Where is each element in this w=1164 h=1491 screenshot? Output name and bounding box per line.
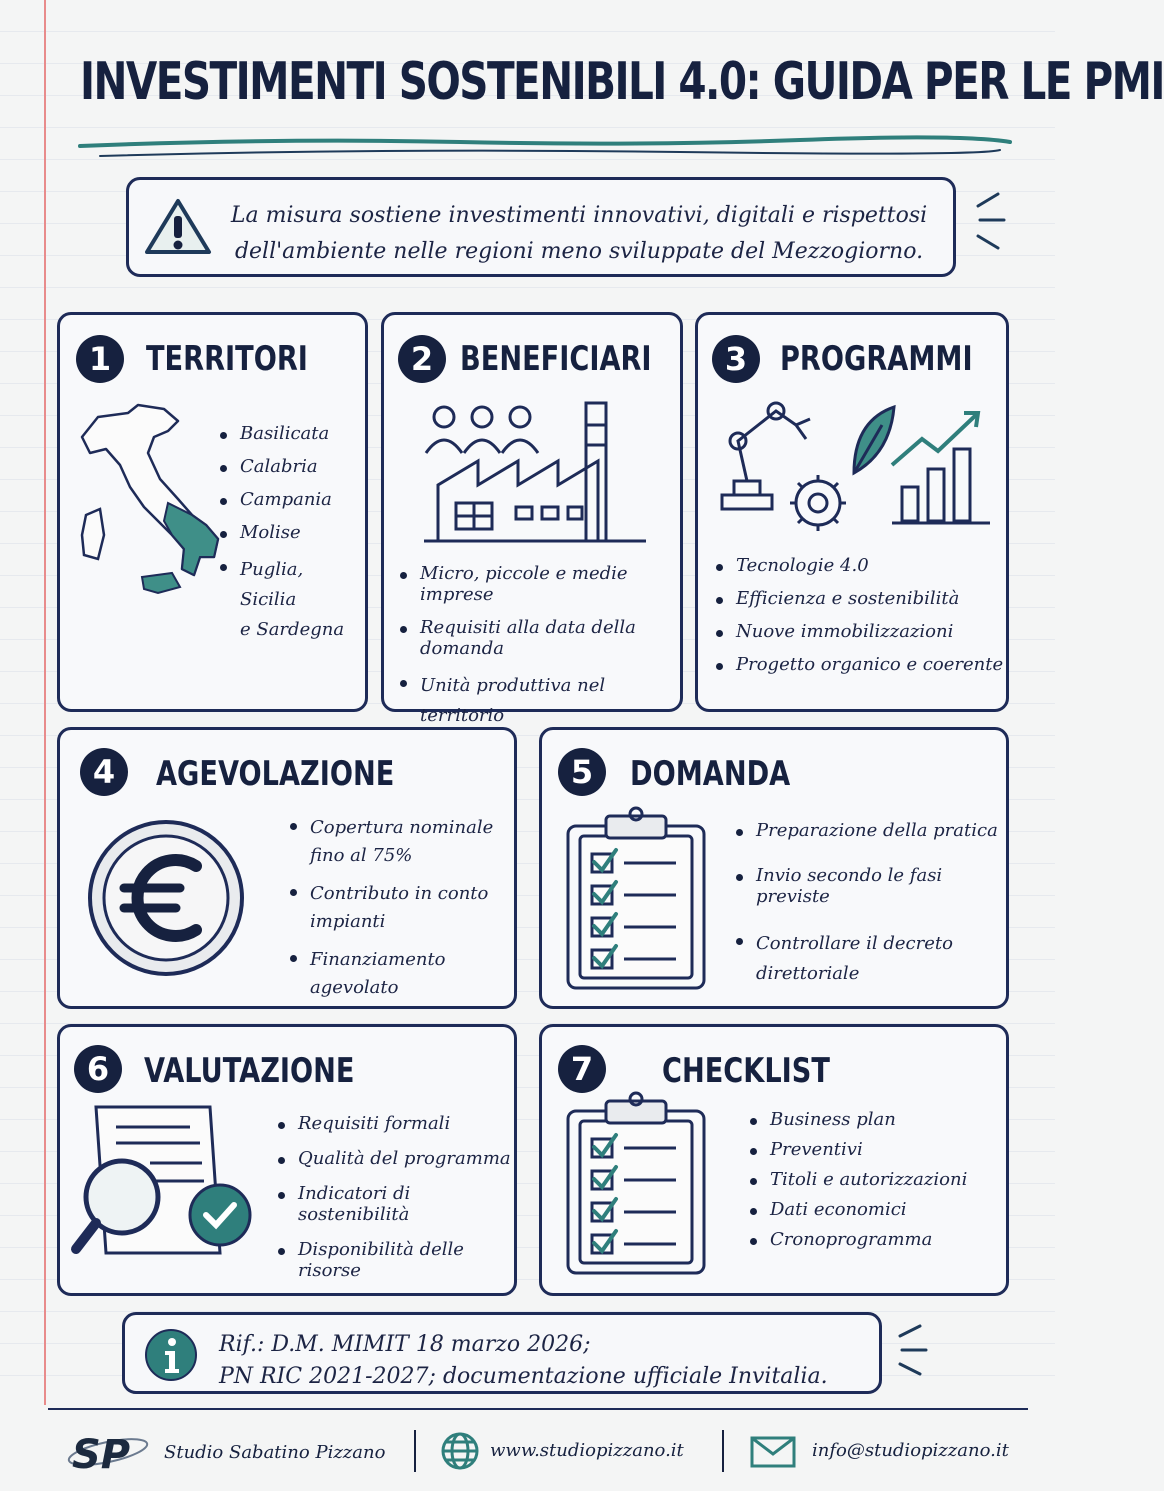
section-list [734, 820, 1006, 989]
list-item: Progetto organico e coerente [714, 654, 1003, 675]
reference-text: Rif.: D.M. MIMIT 18 marzo 2026; PN RIC 2021-2027; documentazione ufficiale Invitalia. [219, 1332, 828, 1389]
section-title: PROGRAMMI [780, 339, 973, 379]
factory-people-icon [420, 395, 650, 547]
euro-coin-icon [84, 816, 248, 980]
section-number: 3 [712, 335, 760, 383]
section-number: 1 [76, 335, 124, 383]
section-title: DOMANDA [630, 754, 791, 794]
intro-box [126, 177, 956, 277]
intro-text: La misura sostiene investimenti innovativi, digitali e rispettosi dell'ambiente nelle regioni meno sviluppate del Mezzogiorno. [230, 203, 928, 264]
envelope-icon [750, 1436, 796, 1468]
section-list [276, 1113, 514, 1281]
card-valutazione [57, 1024, 517, 1296]
section-title: BENEFICIARI [460, 339, 652, 379]
list-item: Preventivi [748, 1139, 967, 1160]
italy-map-icon [68, 397, 228, 607]
section-list [288, 814, 493, 1002]
list-item: Micro, piccole e medie imprese [398, 563, 680, 605]
clipboard-checklist-icon [564, 1091, 710, 1277]
reference-box [122, 1312, 882, 1394]
globe-icon [440, 1431, 480, 1471]
list-item: Nuove immobilizzazioni [714, 621, 1003, 642]
list-item: Unità produttiva nel territorio [398, 671, 680, 761]
studio-logo [66, 1424, 150, 1480]
list-item: Dati economici [748, 1199, 967, 1220]
footer-divider [48, 1408, 1028, 1410]
list-item: Calabria [218, 456, 365, 477]
list-item: Finanziamento agevolato [288, 946, 493, 1002]
list-item: Copertura nominale fino al 75% [288, 814, 493, 870]
list-item: Cronoprogramma [748, 1229, 967, 1250]
card-programmi [695, 312, 1009, 712]
list-item: Tecnologie 4.0 [714, 555, 1003, 576]
list-item: Preparazione della pratica [734, 820, 1006, 841]
card-domanda [539, 727, 1009, 1009]
list-item: Qualità del programma [276, 1148, 514, 1169]
logo-monogram: SP [72, 1432, 131, 1478]
footer-separator [722, 1430, 724, 1472]
list-item: Disponibilità delle risorse [276, 1239, 514, 1281]
section-list [714, 555, 1003, 675]
title-underline [80, 128, 1020, 168]
section-title: VALUTAZIONE [144, 1051, 355, 1091]
list-item: Basilicata [218, 423, 365, 444]
list-item: Campania [218, 489, 365, 510]
robot-arm-gear-leaf-chart-icon [714, 395, 1004, 545]
website-link[interactable]: www.studiopizzano.it [490, 1440, 684, 1461]
list-item: Efficienza e sostenibilità [714, 588, 1003, 609]
info-icon [143, 1327, 199, 1383]
section-list [218, 423, 365, 645]
list-item: Molise [218, 522, 365, 543]
section-number: 4 [80, 748, 128, 796]
section-title: AGEVOLAZIONE [156, 754, 395, 794]
list-item: Puglia, Sicilia e Sardegna [218, 555, 365, 645]
email-link[interactable]: info@studiopizzano.it [812, 1440, 1009, 1461]
list-item: Titoli e autorizzazioni [748, 1169, 967, 1190]
clipboard-checklist-icon [564, 806, 710, 992]
emphasis-marks [974, 190, 1010, 254]
section-title: CHECKLIST [662, 1051, 830, 1091]
section-title: TERRITORI [146, 339, 308, 379]
warning-icon [143, 196, 213, 258]
emphasis-marks [896, 1322, 932, 1382]
list-item: Indicatori di sostenibilità [276, 1183, 514, 1225]
page-title: INVESTIMENTI SOSTENIBILI 4.0: GUIDA PER LE PMI [80, 52, 1164, 112]
margin-line [44, 0, 46, 1405]
studio-name: Studio Sabatino Pizzano [164, 1442, 386, 1463]
card-checklist [539, 1024, 1009, 1296]
section-number: 6 [74, 1045, 122, 1093]
card-territori [57, 312, 368, 712]
list-item: Business plan [748, 1109, 967, 1130]
list-item: Invio secondo le fasi previste [734, 865, 1006, 907]
section-number: 7 [558, 1045, 606, 1093]
list-item: Contributo in conto impianti [288, 880, 493, 936]
card-agevolazione [57, 727, 517, 1009]
document-magnifier-check-icon [70, 1103, 256, 1263]
list-item: Requisiti alla data della domanda [398, 617, 680, 659]
list-item: Requisiti formali [276, 1113, 514, 1134]
section-number: 5 [558, 748, 606, 796]
section-number: 2 [398, 335, 446, 383]
section-list [748, 1109, 967, 1250]
list-item: Controllare il decreto direttoriale [734, 929, 1006, 989]
footer-separator [414, 1430, 416, 1472]
card-beneficiari [381, 312, 683, 726]
